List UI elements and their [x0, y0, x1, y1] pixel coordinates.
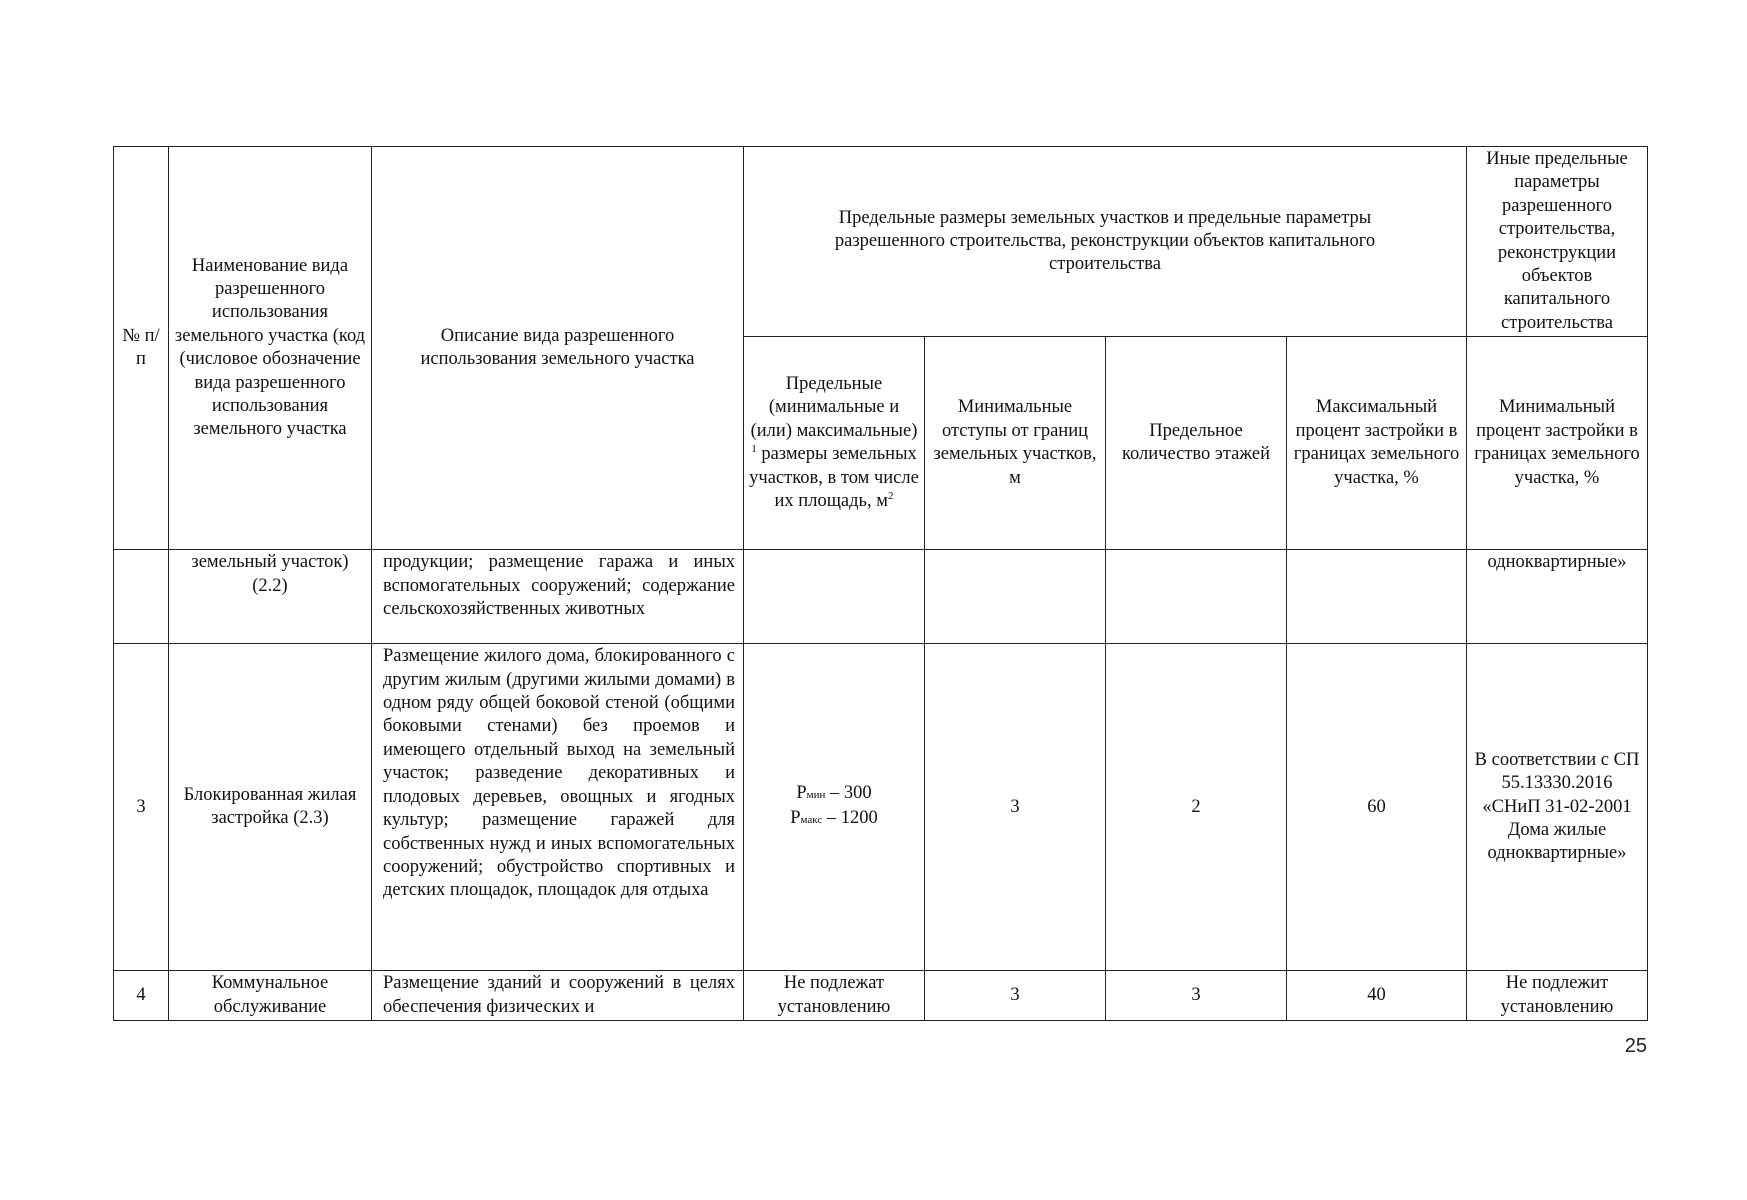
table-row	[114, 971, 1648, 1021]
size-min-label: Р	[796, 782, 807, 803]
row-other-text: Не подлежит установлению	[1500, 973, 1614, 1017]
row-size	[744, 550, 925, 644]
header-floors	[1106, 337, 1287, 550]
row-floors	[1106, 644, 1287, 971]
header-num	[114, 147, 169, 550]
row-description-text: продукции; размещение гаража и иных вспомогательных сооружений; содержание сельскохозяйственных животных	[383, 552, 735, 620]
row-floors	[1106, 971, 1287, 1021]
row-floors-text: 2	[1191, 796, 1201, 817]
header-description-text: Описание вида разрешенного использования земельного участка	[420, 325, 695, 370]
row-setback	[925, 644, 1106, 971]
footnote-marker: 1	[751, 443, 757, 456]
size-max-sub: макс	[800, 814, 823, 827]
row-max-coverage	[1287, 971, 1467, 1021]
size-max-label: Р	[790, 808, 801, 829]
row-other	[1467, 971, 1648, 1021]
row-floors-text: 3	[1191, 984, 1201, 1005]
row-name-text: Коммунальное обслуживание	[211, 973, 329, 1017]
header-name	[169, 147, 372, 550]
header-max-coverage-text: Максимальный процент застройки в границах земельного участка, %	[1293, 397, 1460, 488]
header-min-coverage	[1467, 337, 1648, 550]
row-setback	[925, 550, 1106, 644]
size-min	[748, 782, 920, 807]
row-floors	[1106, 550, 1287, 644]
row-max-coverage-text: 40	[1367, 984, 1386, 1005]
header-min-coverage-text: Минимальный процент застройки в границах земельного участка, %	[1474, 397, 1640, 488]
header-group-other	[1467, 147, 1648, 337]
header-setback	[925, 337, 1106, 550]
header-setback-text: Минимальные отступы от границ земельных участков, м	[933, 397, 1097, 488]
row-max-coverage	[1287, 550, 1467, 644]
row-num	[114, 644, 169, 971]
row-num-text: 3	[136, 796, 146, 817]
row-description-text: Размещение жилого дома, блокированного с другим жилым (другими жилыми домами) в одном ряду общей боковой стеной (общими боковыми стенами) без проемов и имеющего отдельный выход на земельный участок; разведение декоративных и плодовых деревьев, овощных и ягодных культур; размещение гаражей для собственных нужд и иных вспомогательных сооружений; обустройство спортивных и детских площадок, площадок для отдыха	[383, 646, 735, 901]
row-setback	[925, 971, 1106, 1021]
row-size-text: Не подлежат установлению	[777, 973, 891, 1017]
row-other	[1467, 550, 1648, 644]
row-description	[372, 971, 744, 1021]
row-name-text: земельный участок) (2.2)	[191, 552, 349, 596]
row-description-text: Размещение зданий и сооружений в целях обеспечения физических и	[383, 973, 735, 1017]
header-group-other-text: Иные предельные параметры разрешенного строительства, реконструкции объектов капитального строительства	[1486, 149, 1628, 333]
row-size	[744, 971, 925, 1021]
header-description	[372, 147, 744, 550]
row-num	[114, 971, 169, 1021]
header-group-limits-text: Предельные размеры земельных участков и предельные параметры разрешенного строительства, реконструкции объектов капитального строительства	[834, 207, 1376, 275]
row-name-text: Блокированная жилая застройка (2.3)	[183, 784, 357, 829]
size-min-value: – 300	[825, 782, 872, 803]
row-name	[169, 971, 372, 1021]
land-use-regulations-table	[113, 146, 1648, 1021]
header-max-coverage	[1287, 337, 1467, 550]
row-other-text: одноквартирные»	[1487, 552, 1627, 573]
row-max-coverage-text: 60	[1367, 796, 1386, 817]
header-size-unit-sup: 2	[887, 489, 894, 502]
header-size-text: Предельные (минимальные и (или) максимальные)	[750, 374, 918, 441]
row-name	[169, 644, 372, 971]
header-num-text: № п/п	[122, 325, 160, 370]
table-row	[114, 644, 1648, 971]
row-num-text: 4	[136, 984, 146, 1005]
row-setback-text: 3	[1010, 984, 1020, 1005]
row-other-text: В соответствии с СП 55.13330.2016 «СНиП 31-02-2001 Дома жилые одноквартирные»	[1474, 749, 1640, 864]
row-setback-text: 3	[1010, 796, 1020, 817]
header-size-text-2: размеры земельных участков, в том числе их площадь, м	[749, 444, 919, 512]
size-min-sub: мин	[806, 788, 826, 801]
header-group-limits	[744, 147, 1467, 337]
row-max-coverage	[1287, 644, 1467, 971]
size-max-value: – 1200	[822, 808, 878, 829]
row-name	[169, 550, 372, 644]
page-number: 25	[1624, 1035, 1647, 1057]
header-size	[744, 337, 925, 550]
row-other	[1467, 644, 1648, 971]
size-max	[748, 807, 920, 832]
row-size	[744, 644, 925, 971]
header-name-text: Наименование вида разрешенного использования земельного участка (код (числовое обозначение вида разрешенного использования земельного участка	[174, 255, 366, 440]
table-row	[114, 550, 1648, 644]
row-description	[372, 550, 744, 644]
row-description	[372, 644, 744, 971]
header-row-1	[114, 147, 1648, 337]
header-floors-text: Предельное количество этажей	[1121, 420, 1271, 465]
row-num	[114, 550, 169, 644]
